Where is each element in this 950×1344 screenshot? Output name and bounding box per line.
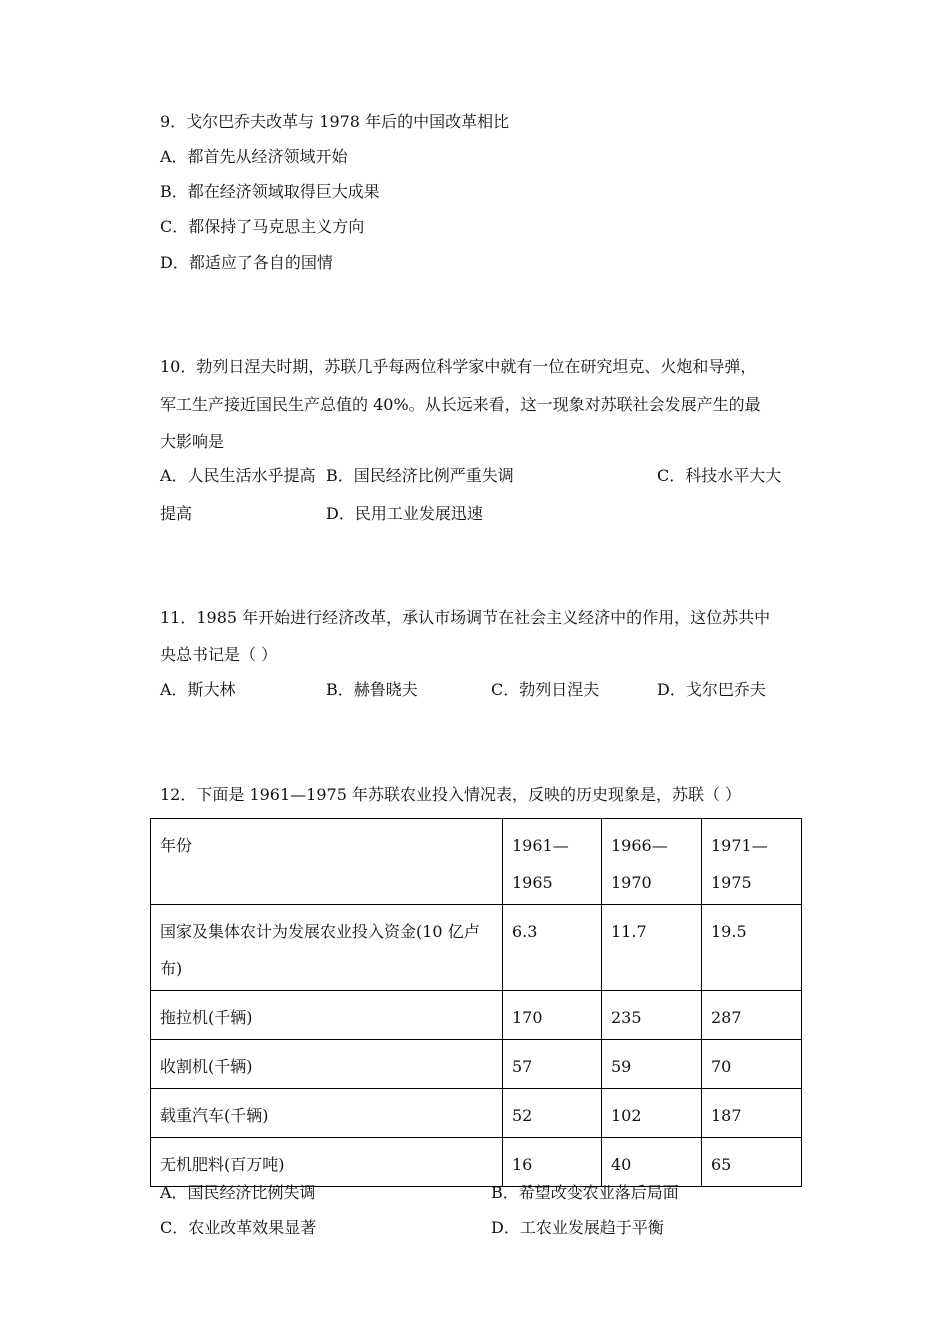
table-cell: 59 bbox=[602, 1040, 702, 1089]
q9-stem: 9．戈尔巴乔夫改革与 1978 年后的中国改革相比 bbox=[160, 112, 510, 131]
q9-option-c[interactable]: C．都保持了马克思主义方向 bbox=[160, 217, 365, 236]
q10-option-d[interactable]: D．民用工业发展迅速 bbox=[326, 504, 483, 523]
q12-option-c[interactable]: C．农业改革效果显著 bbox=[160, 1218, 317, 1237]
table-cell: 16 bbox=[503, 1138, 602, 1187]
q9-option-d[interactable]: D．都适应了各自的国情 bbox=[160, 253, 333, 272]
table-cell: 11.7 bbox=[602, 905, 702, 991]
row-label: 收割机(千辆) bbox=[151, 1040, 503, 1089]
table-cell: 235 bbox=[602, 991, 702, 1040]
table-row bbox=[151, 1089, 802, 1138]
q12-stem: 12．下面是 1961—1975 年苏联农业投入情况表，反映的历史现象是，苏联（ ） bbox=[160, 785, 742, 804]
table-row bbox=[151, 905, 802, 991]
q12-option-d[interactable]: D．工农业发展趋于平衡 bbox=[491, 1218, 664, 1237]
table-cell: 287 bbox=[702, 991, 802, 1040]
header-period: 1961— 1965 bbox=[503, 819, 602, 905]
header-year-label: 年份 bbox=[151, 819, 503, 905]
table-cell: 40 bbox=[602, 1138, 702, 1187]
row-label: 国家及集体农计为发展农业投入资金(10 亿卢 布) bbox=[151, 905, 503, 991]
q10-option-a[interactable]: A．人民生活水乎提高 bbox=[160, 466, 316, 485]
table-row bbox=[151, 1040, 802, 1089]
q9-option-a[interactable]: A．都首先从经济领域开始 bbox=[160, 147, 348, 166]
q11-option-b[interactable]: B．赫鲁晓夫 bbox=[326, 680, 418, 699]
table-cell: 6.3 bbox=[503, 905, 602, 991]
q11-option-c[interactable]: C．勃列日涅夫 bbox=[491, 680, 600, 699]
table-row bbox=[151, 1138, 802, 1187]
q12-option-b[interactable]: B．希望改变农业落后局面 bbox=[491, 1183, 679, 1202]
table-cell: 57 bbox=[503, 1040, 602, 1089]
q10-stem-line3: 大影响是 bbox=[160, 432, 225, 451]
q9-option-b[interactable]: B．都在经济领域取得巨大成果 bbox=[160, 182, 380, 201]
q10-stem-line2: 军工生产接近国民生产总值的 40%。从长远来看，这一现象对苏联社会发展产生的最 bbox=[160, 395, 761, 414]
table-cell: 187 bbox=[702, 1089, 802, 1138]
q11-option-d[interactable]: D．戈尔巴乔夫 bbox=[657, 680, 766, 699]
q12-option-a[interactable]: A．国民经济比例失调 bbox=[160, 1183, 316, 1202]
table-header-row bbox=[151, 819, 802, 905]
table-cell: 65 bbox=[702, 1138, 802, 1187]
agriculture-investment-table bbox=[150, 818, 802, 1187]
row-label: 无机肥料(百万吨) bbox=[151, 1138, 503, 1187]
table-cell: 170 bbox=[503, 991, 602, 1040]
table-cell: 52 bbox=[503, 1089, 602, 1138]
table-cell: 19.5 bbox=[702, 905, 802, 991]
q11-stem-line2: 央总书记是（ ） bbox=[160, 645, 278, 664]
table-cell: 102 bbox=[602, 1089, 702, 1138]
q11-option-a[interactable]: A．斯大林 bbox=[160, 680, 236, 699]
header-period: 1966— 1970 bbox=[602, 819, 702, 905]
row-label: 载重汽车(千辆) bbox=[151, 1089, 503, 1138]
header-period: 1971— 1975 bbox=[702, 819, 802, 905]
row-label: 拖拉机(千辆) bbox=[151, 991, 503, 1040]
q10-option-c[interactable]: C．科技水平大大 bbox=[657, 466, 782, 485]
table-cell: 70 bbox=[702, 1040, 802, 1089]
q10-option-c-continued[interactable]: 提高 bbox=[160, 504, 193, 523]
q10-option-b[interactable]: B．国民经济比例严重失调 bbox=[326, 466, 514, 485]
table-row bbox=[151, 991, 802, 1040]
q11-stem-line1: 11．1985 年开始进行经济改革，承认市场调节在社会主义经济中的作用，这位苏共中 bbox=[160, 608, 771, 627]
q10-stem-line1: 10．勃列日涅夫时期，苏联几乎每两位科学家中就有一位在研究坦克、火炮和导弹， bbox=[160, 357, 757, 376]
